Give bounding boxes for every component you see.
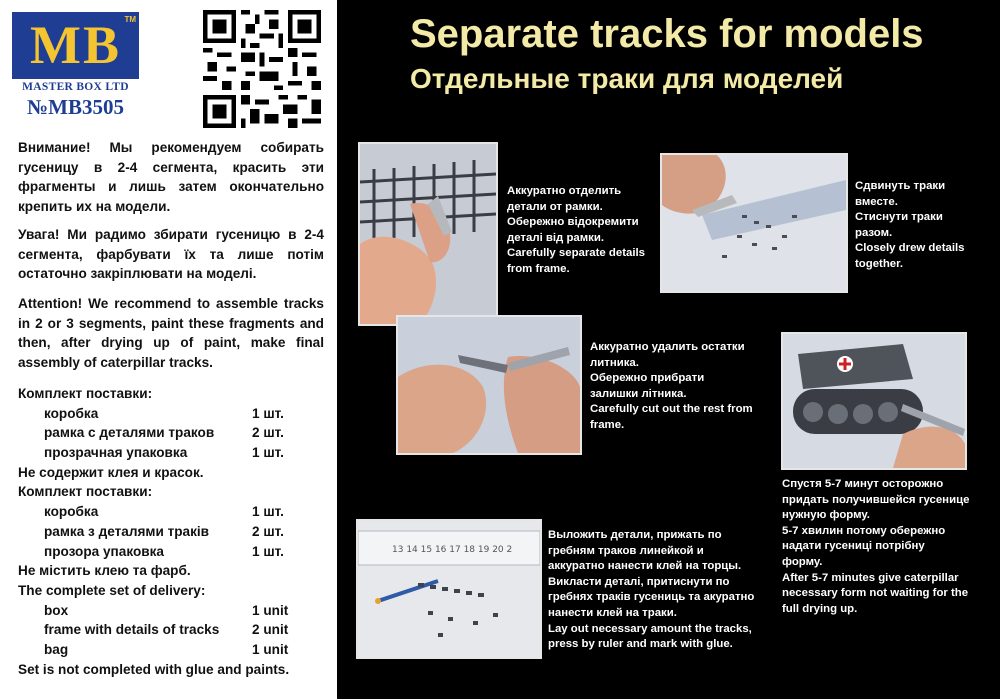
catalog-number: №MB3505 — [27, 95, 124, 119]
photo-cut-sprue — [396, 315, 582, 455]
brand-logo-letters: MB — [30, 15, 121, 75]
caption-form-caterpillar: Спустя 5-7 минут осторожно придать получившейся гусенице нужную форму. 5-7 хвилин потому обережно надати гусениці потрібну форму. After 5-7 minutes give caterpillar necessary form not waiting for the full drying up. — [782, 478, 970, 615]
kit-note-en: Set is not completed with glue and paints. — [18, 661, 290, 677]
caption-separate-details: Аккуратно отделить детали от рамки. Обережно відокремити деталі від рамки. Carefully separate details from frame. — [507, 185, 646, 275]
company-name: MASTER BOX LTD — [22, 81, 129, 93]
brand-logo — [10, 10, 141, 81]
photo-tank-caterpillar — [781, 332, 967, 470]
kit-item: box 1 unit — [44, 602, 289, 618]
title-russian: Отдельные траки для моделей — [410, 63, 844, 94]
kit-note-ru: Не содержит клея и красок. — [18, 464, 204, 480]
photo-ruler-glue — [356, 519, 542, 659]
kit-heading-uk: Комплект поставки: — [18, 484, 153, 500]
kit-item: frame with details of tracks 2 unit — [44, 622, 289, 638]
kit-contents — [18, 384, 318, 679]
notice-ru: Внимание! Мы рекомендуем собирать гусеницу в 2-4 сегмента, красить эти фрагменты и лишь затем окончательно крепить их на модели. — [18, 140, 324, 214]
kit-note-uk: Не містить клею та фарб. — [18, 563, 191, 579]
photo-push-tracks — [660, 153, 848, 293]
kit-item: рамка с деталями траков 2 шт. — [44, 425, 284, 441]
title-english: Separate tracks for models — [410, 12, 924, 56]
photo-separate-details — [358, 142, 498, 326]
kit-heading-en: The complete set of delivery: — [18, 582, 206, 598]
caption-ruler-glue: Выложить детали, прижать по гребням траков линейкой и аккуратно нанести клей на торцы. Викласти деталі, притиснути по гребнях траків гусениць та акуратно нанести клей на траки. Lay out necessary amount the tracks, press by ruler and mark with glue. — [548, 529, 755, 651]
left-info-panel — [0, 0, 337, 699]
kit-item: прозрачная упаковка 1 шт. — [44, 445, 284, 461]
kit-item: прозора упаковка 1 шт. — [44, 543, 284, 559]
caption-cut-sprue: Аккуратно удалить остатки литника. Обережно прибрати залишки літника. Carefully cut out the rest from frame. — [590, 341, 753, 431]
kit-item: коробка 1 шт. — [44, 504, 284, 520]
kit-item: bag 1 unit — [44, 641, 289, 657]
kit-item: коробка 1 шт. — [44, 405, 284, 421]
ruler-scale: 13 14 15 16 17 18 19 20 2 — [392, 545, 513, 555]
notice-uk: Увага! Ми радимо збирати гусеницю в 2-4 сегмента, фарбувати їх та лише потім остаточно закріплювати на моделі. — [18, 227, 324, 281]
kit-item: рамка з деталями траків 2 шт. — [44, 523, 284, 539]
kit-heading-ru: Комплект поставки: — [18, 386, 153, 401]
trademark-mark: TM — [124, 15, 136, 24]
notice-en: Attention! We recommend to assemble tracks in 2 or 3 segments, paint these fragments and then, after drying up of paint, make final assembly of caterpillar tracks. — [18, 296, 324, 370]
caption-push-tracks: Сдвинуть траки вместе. Стиснути траки разом. Closely drew details together. — [855, 180, 965, 270]
qr-code-icon — [203, 10, 321, 128]
